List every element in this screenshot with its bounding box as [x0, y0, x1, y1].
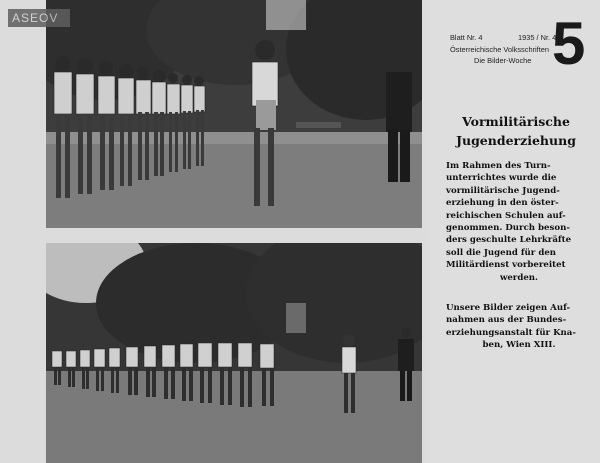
year-number-label: 1935 / Nr. 4	[518, 33, 557, 42]
paragraph-line: reichischen Schulen auf-	[446, 210, 566, 221]
paragraph-line: nahmen aus der Bundes-	[446, 315, 567, 326]
paragraph-line: erziehungsanstalt für Kna-	[446, 327, 576, 338]
paragraph-line: unterrichtes wurde die	[446, 173, 557, 184]
paragraph-line: ben, Wien XIII.	[482, 340, 556, 351]
article-title-line1: Vormilitärische	[462, 114, 570, 129]
paragraph-line: genommen. Durch beson-	[446, 223, 570, 234]
paragraph-line: soll die Jugend für den	[446, 247, 557, 258]
paragraph-line: Im Rahmen des Turn-	[446, 161, 551, 171]
archive-watermark: ASEOV	[8, 9, 70, 27]
top-photo-youth-lineup	[46, 0, 422, 228]
paragraph-line: Militärdienst vorbereitet	[446, 260, 566, 271]
paragraph-line: werden.	[499, 272, 539, 283]
paragraph-line: vormilitärische Jugend-	[446, 185, 560, 196]
article-title	[432, 112, 600, 150]
paragraph-line: erziehung in den öster-	[446, 198, 559, 209]
blatt-label: Blatt Nr. 4	[450, 33, 483, 42]
publication-name: Österreichische Volksschriften	[450, 45, 549, 54]
paragraph-line: Unsere Bilder zeigen Auf-	[446, 303, 571, 313]
paragraph-line: ders geschulte Lehrkräfte	[446, 235, 572, 246]
article-paragraph-2	[446, 302, 592, 352]
sheet-number: 5	[552, 10, 586, 77]
bottom-photo-youth-marching	[46, 243, 422, 463]
publication-subtitle: Die Bilder-Woche	[474, 56, 532, 65]
article-title-line2: Jugenderziehung	[456, 133, 576, 148]
article-paragraph-1	[446, 160, 592, 284]
